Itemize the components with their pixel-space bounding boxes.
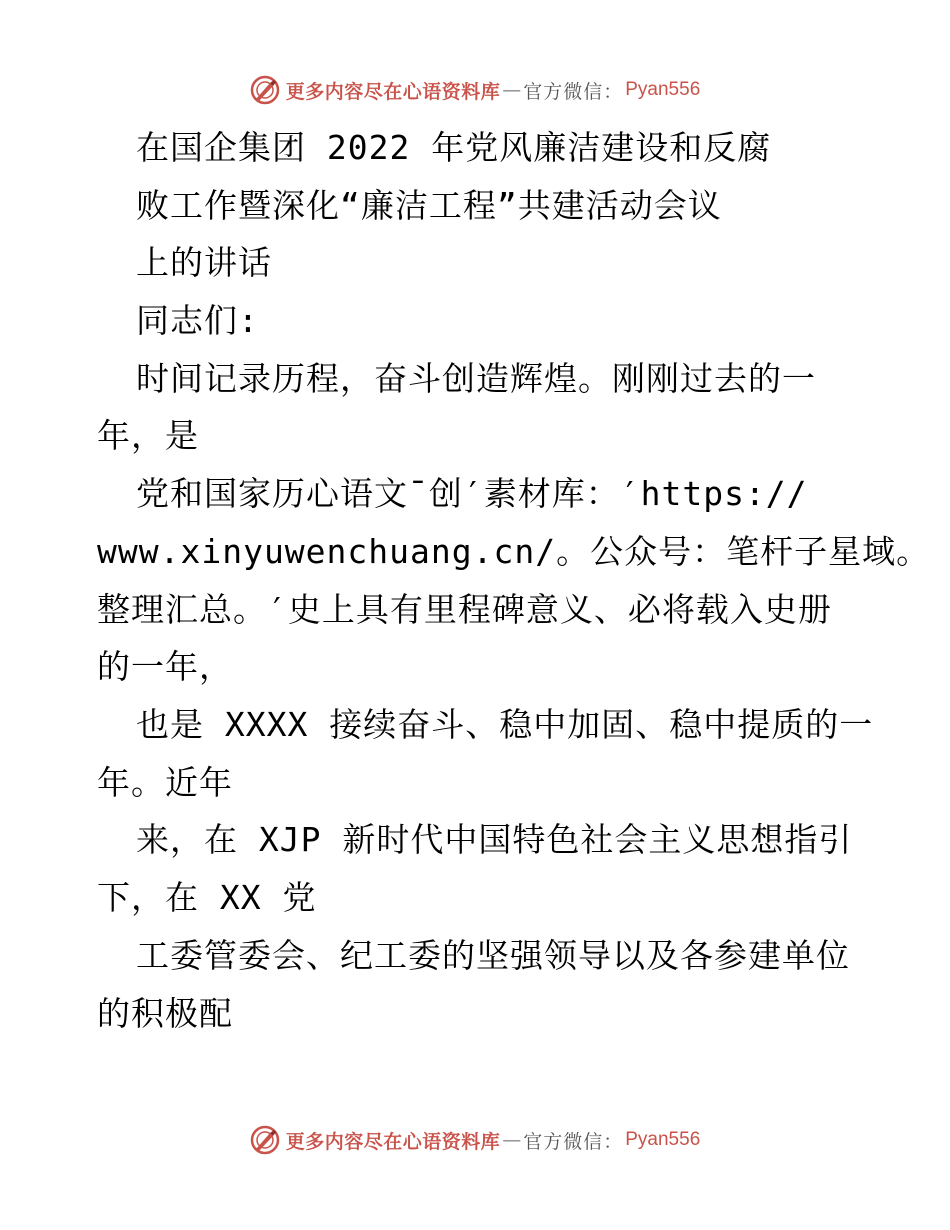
banner-brand-text: 更多内容尽在心语资料库 [285,80,501,103]
banner-dash: — [502,79,522,101]
body-line: 时间记录历程，奋斗创造辉煌。刚刚过去的一 [136,359,816,398]
banner-brand-text: 更多内容尽在心语资料库 [285,1130,501,1153]
body-line: 的一年， [97,647,233,686]
body-line: 的积极配 [97,994,233,1033]
body-line: 工委管委会、纪工委的坚强领导以及各参建单位 [136,936,850,975]
title-line-1: 在国企集团 2022 年党风廉洁建设和反腐 [136,128,772,167]
title-line-2: 败工作暨深化“廉洁工程”共建活动会议 [136,186,722,225]
body-line: 下，在 XX 党 [97,878,317,917]
body-line: 党和国家历心语文¯创′素材库：′https:// [136,474,808,513]
banner-official-label: 官方微信： [523,1130,624,1153]
title-line-3: 上的讲话 [136,243,272,282]
body-line: 年。近年 [97,763,233,802]
banner-dash: — [502,1129,522,1151]
body-line: 来，在 XJP 新时代中国特色社会主义思想指引 [136,820,853,859]
body-line: 也是 XXXX 接续奋斗、稳中加固、稳中提质的一 [136,705,874,744]
body-line: www.xinyuwenchuang.cn/。公众号：笔杆子星域。 [97,532,931,571]
pen-logo-icon [250,75,280,105]
header-banner [0,70,950,110]
salutation: 同志们: [136,301,259,340]
footer-banner [0,1120,950,1160]
body-line: 整理汇总。′史上具有里程碑意义、必将载入史册 [97,590,832,629]
banner-wechat-id: Pyan556 [625,79,701,100]
body-line: 年，是 [97,416,199,455]
banner-wechat-id: Pyan556 [625,1129,701,1150]
pen-logo-icon [250,1125,280,1155]
banner-official-label: 官方微信： [523,80,624,103]
